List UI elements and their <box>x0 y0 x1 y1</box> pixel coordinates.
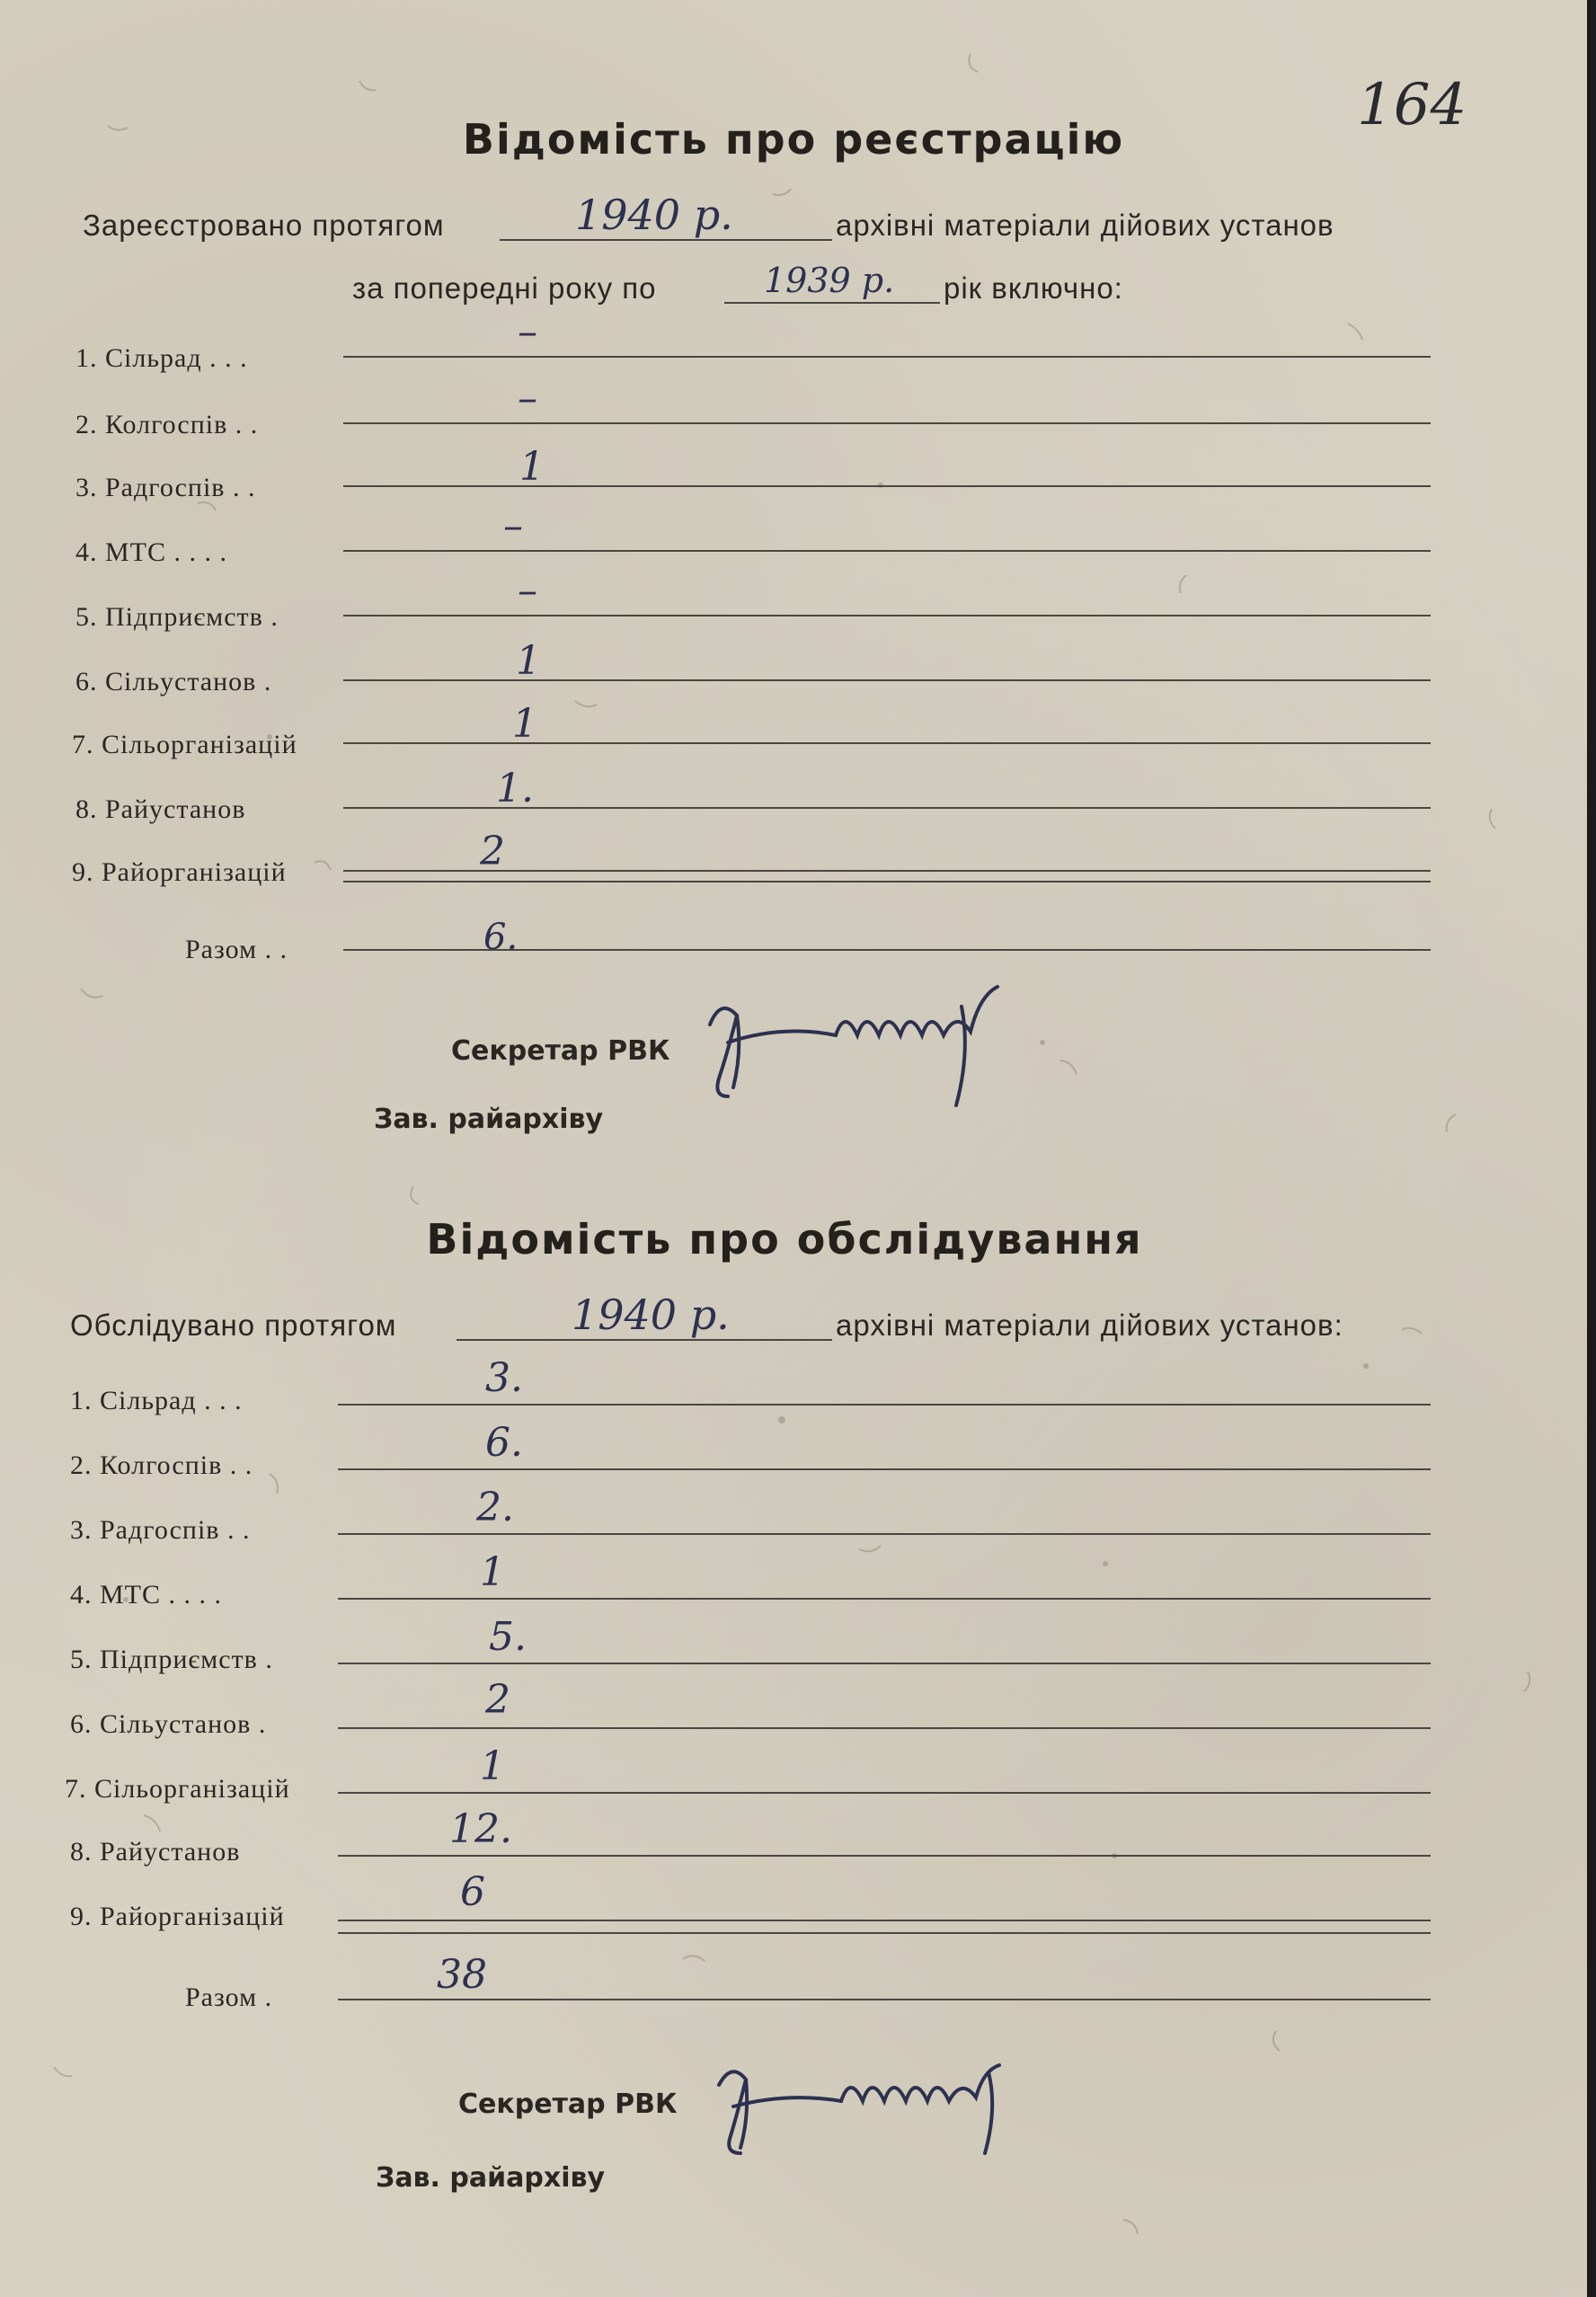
row-line <box>338 1404 1431 1406</box>
row-line <box>343 870 1431 872</box>
registration-intro-suffix: архівні матеріали дійових установ <box>836 208 1334 242</box>
row-line <box>338 1663 1431 1664</box>
row-label: 1. Сільрад . . . <box>70 1386 243 1415</box>
inspection-title: Відомість про обслідування <box>426 1215 1143 1264</box>
row-value: 6. <box>485 1420 523 1466</box>
registration-intro-prefix: Зареєстровано протягом <box>83 208 445 242</box>
registration-to-year-value: 1939 р. <box>764 261 895 300</box>
row-value: – <box>503 503 523 549</box>
archive-head-label: Зав. райархіву <box>376 2162 606 2194</box>
row-label: 4. МТС . . . . <box>75 537 228 567</box>
row-value: 5. <box>489 1614 527 1660</box>
row-line <box>338 1920 1431 1921</box>
row-label: 6. Сільустанов . <box>70 1709 267 1739</box>
inspection-intro-suffix: архівні матеріали дійових установ: <box>836 1308 1343 1342</box>
row-label: 9. Райорганізацій <box>72 857 287 887</box>
row-label: 5. Підприємств . <box>70 1645 273 1674</box>
registration-intro-line2-prefix: за попередні року по <box>352 271 657 305</box>
row-label: 2. Колгоспів . . <box>75 410 259 439</box>
inspection-year-line <box>457 1339 832 1341</box>
row-line <box>343 485 1431 487</box>
row-label: 8. Райустанов <box>70 1837 241 1867</box>
row-value: 12. <box>449 1806 512 1852</box>
row-label: 7. Сільорганізацій <box>65 1774 290 1804</box>
row-label: 6. Сільустанов . <box>75 667 272 696</box>
row-line <box>338 1855 1431 1857</box>
secretary-label: Секретар РВК <box>451 1035 670 1067</box>
secretary-label: Секретар РВК <box>458 2089 678 2120</box>
row-line <box>338 1598 1431 1600</box>
row-line <box>338 1533 1431 1535</box>
row-value: – <box>518 309 537 355</box>
total-value: 6. <box>483 917 519 958</box>
row-line <box>343 742 1431 744</box>
row-line <box>343 615 1431 616</box>
row-line <box>343 422 1431 424</box>
row-line <box>338 1792 1431 1794</box>
registration-year-value: 1940 р. <box>575 191 733 239</box>
row-label: 3. Радгоспів . . <box>70 1515 251 1545</box>
row-value: 2. <box>476 1485 514 1530</box>
total-value: 38 <box>437 1952 487 1998</box>
signature <box>692 971 1033 1132</box>
total-label: Разом . . <box>185 935 288 964</box>
row-line <box>343 356 1431 358</box>
row-value: – <box>518 376 537 421</box>
row-label: 3. Радгоспів . . <box>75 473 256 502</box>
total-line <box>338 1999 1431 2000</box>
row-label: 1. Сільрад . . . <box>75 343 248 373</box>
inspection-year-value: 1940 р. <box>572 1290 730 1339</box>
inspection-intro-prefix: Обслідувано протягом <box>70 1308 397 1342</box>
row-value: 3. <box>485 1355 523 1401</box>
row-label: 9. Райорганізацій <box>70 1902 285 1931</box>
page-number: 164 <box>1357 72 1467 138</box>
row-line <box>338 1468 1431 1470</box>
row-line-double <box>338 1932 1431 1934</box>
registration-intro-line2-suffix: рік включно: <box>944 271 1123 305</box>
registration-year-line <box>500 239 832 241</box>
total-label: Разом . <box>185 1982 273 2012</box>
row-label: 8. Райустанов <box>75 794 246 824</box>
row-value: 1 <box>516 638 541 684</box>
row-value: 2 <box>480 829 505 874</box>
row-value: 1. <box>496 766 534 811</box>
row-line <box>338 1727 1431 1729</box>
row-value: 1 <box>480 1743 505 1789</box>
row-line-double <box>343 881 1431 882</box>
row-value: 1 <box>512 701 537 747</box>
registration-to-year-line <box>724 302 940 304</box>
row-value: 1 <box>519 444 545 490</box>
row-label: 4. МТС . . . . <box>70 1580 223 1610</box>
row-line <box>343 679 1431 681</box>
row-value: 2 <box>485 1677 510 1723</box>
row-label: 2. Колгоспів . . <box>70 1450 253 1480</box>
row-value: – <box>518 568 537 614</box>
row-label: 5. Підприємств . <box>75 602 279 632</box>
registration-title: Відомість про реєстрацію <box>462 115 1125 164</box>
row-line <box>343 550 1431 552</box>
archive-head-label: Зав. райархіву <box>374 1104 604 1135</box>
row-label: 7. Сільорганізацій <box>72 730 297 759</box>
row-value: 6 <box>460 1869 485 1915</box>
signature <box>701 2040 1060 2184</box>
row-value: 1 <box>480 1549 505 1595</box>
